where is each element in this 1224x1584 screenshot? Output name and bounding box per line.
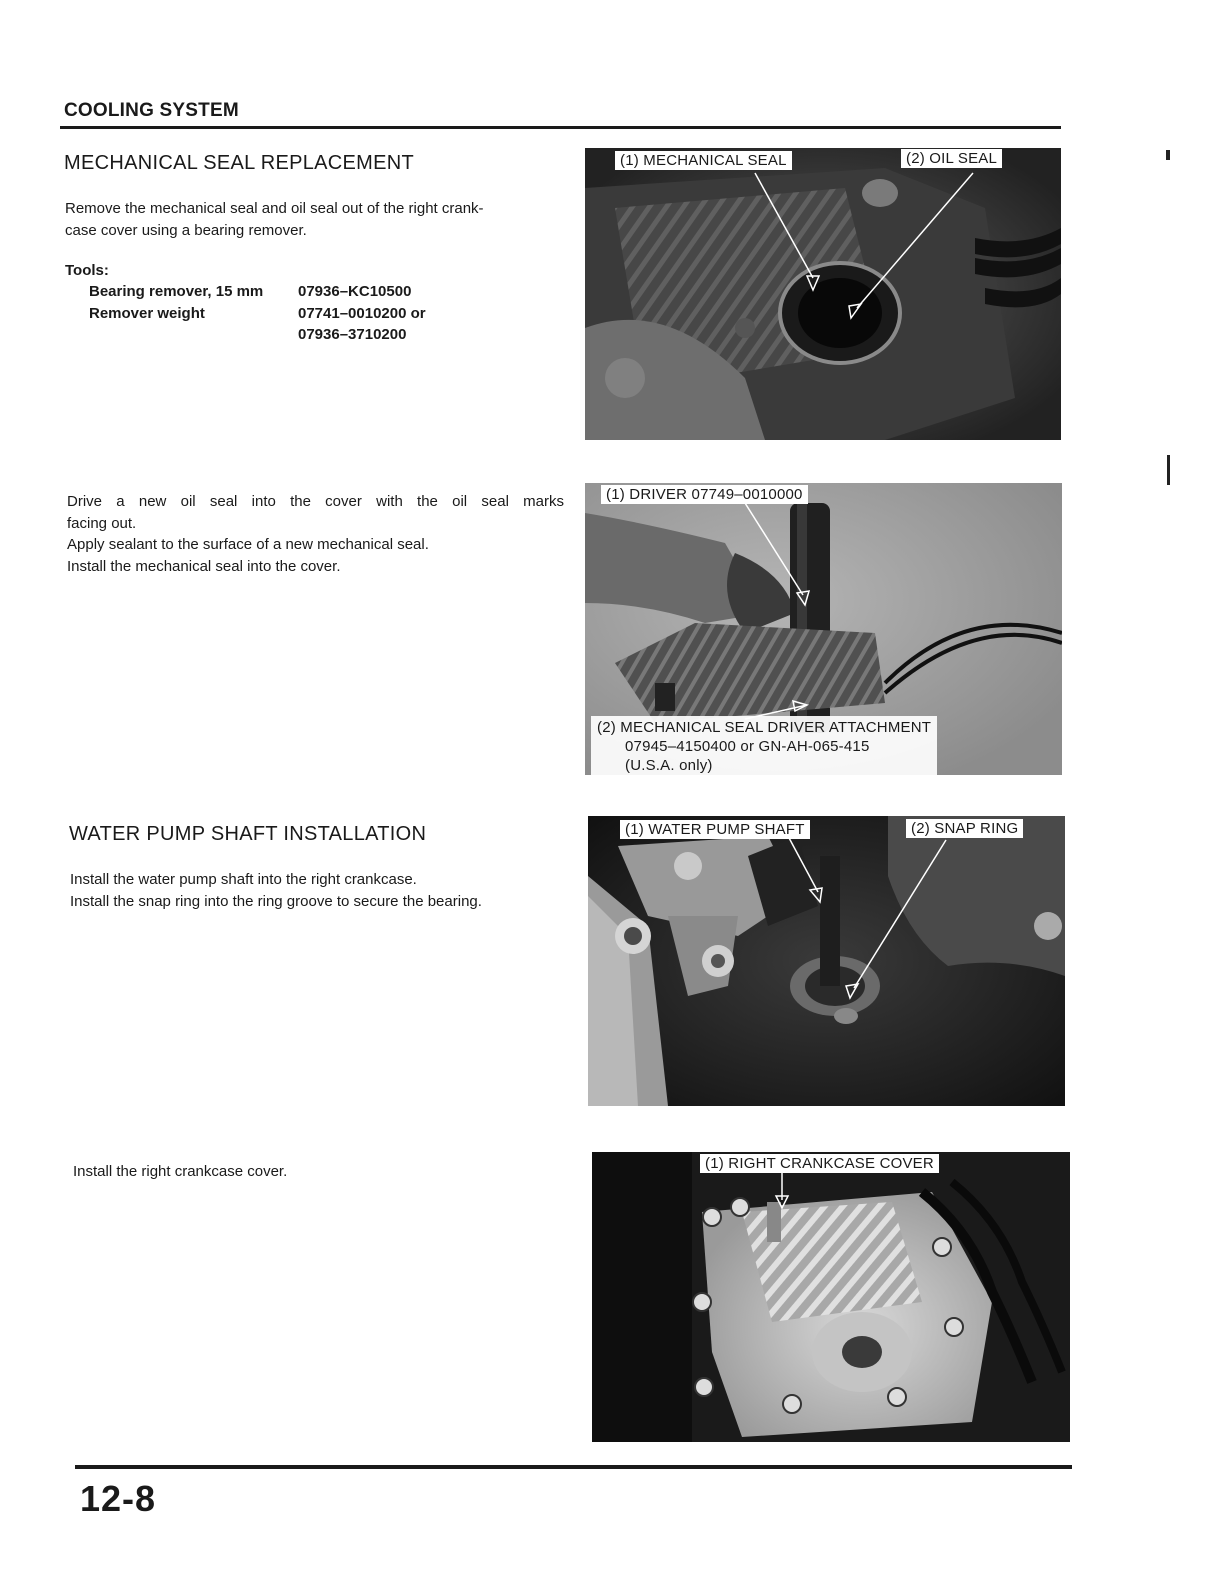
callout-right-crankcase-cover: (1) RIGHT CRANKCASE COVER <box>700 1154 939 1173</box>
oil-seal-install-line2: facing out. <box>67 514 137 532</box>
tool-row <box>89 326 509 346</box>
callout-driver-attachment-line1: (2) MECHANICAL SEAL DRIVER ATTACHMENT <box>597 719 932 736</box>
photo-crankcase-cover <box>592 1152 1070 1442</box>
water-pump-line1: Install the water pump shaft into the right crankcase. <box>70 871 417 888</box>
callout-water-pump-shaft: (1) WATER PUMP SHAFT <box>620 820 810 839</box>
tool-row <box>89 283 509 303</box>
callout-driver: (1) DRIVER 07749–0010000 <box>601 485 808 504</box>
callout-snap-ring: (2) SNAP RING <box>906 819 1023 838</box>
oil-seal-install-line3: Apply sealant to the surface of a new mechanical seal. <box>67 536 429 553</box>
section-header: COOLING SYSTEM <box>64 100 239 121</box>
photo-water-pump-image <box>588 816 1065 1106</box>
callout-driver-attachment <box>591 716 937 775</box>
photo-driver <box>585 483 1062 775</box>
callout-driver-attachment-line3: (U.S.A. only) <box>625 757 713 774</box>
footer-rule <box>75 1465 1072 1469</box>
margin-mark <box>1167 455 1170 485</box>
tool-number: 07936–3710200 <box>298 326 407 343</box>
mechanical-seal-text <box>65 198 484 241</box>
callout-oil-seal: (2) OIL SEAL <box>901 149 1002 168</box>
photo-water-pump <box>588 816 1065 1106</box>
tools-label: Tools: <box>65 262 109 279</box>
water-pump-text <box>70 869 482 912</box>
oil-seal-install-line4: Install the mechanical seal into the cover. <box>67 557 341 575</box>
photo-mechanical-seal <box>585 148 1061 440</box>
mechanical-seal-text-line1: Remove the mechanical seal and oil seal out of the right crank- <box>65 200 484 217</box>
tool-name: Bearing remover, 15 mm <box>89 283 264 300</box>
header-rule <box>60 126 1061 129</box>
tool-number: 07936–KC10500 <box>298 283 412 300</box>
page-number: 12-8 <box>80 1478 157 1519</box>
crankcase-cover-text: Install the right crankcase cover. <box>73 1163 288 1180</box>
tool-number: 07741–0010200 or <box>298 305 426 322</box>
photo-crankcase-cover-image <box>592 1152 1070 1442</box>
photo-mechanical-seal-image <box>585 148 1061 440</box>
callout-mechanical-seal: (1) MECHANICAL SEAL <box>615 151 792 170</box>
margin-mark <box>1166 150 1170 160</box>
tool-row <box>89 305 509 325</box>
mechanical-seal-text-line2: case cover using a bearing remover. <box>65 221 307 239</box>
water-pump-title: WATER PUMP SHAFT INSTALLATION <box>69 823 427 845</box>
tool-name: Remover weight <box>89 305 205 322</box>
mechanical-seal-title: MECHANICAL SEAL REPLACEMENT <box>64 152 415 174</box>
water-pump-line2: Install the snap ring into the ring groove to secure the bearing. <box>70 892 482 910</box>
oil-seal-install-text <box>67 491 564 577</box>
callout-driver-attachment-line2: 07945–4150400 or GN-AH-065-415 <box>625 738 870 755</box>
oil-seal-install-line1: Drive a new oil seal into the cover with the oil seal marks <box>67 493 564 510</box>
